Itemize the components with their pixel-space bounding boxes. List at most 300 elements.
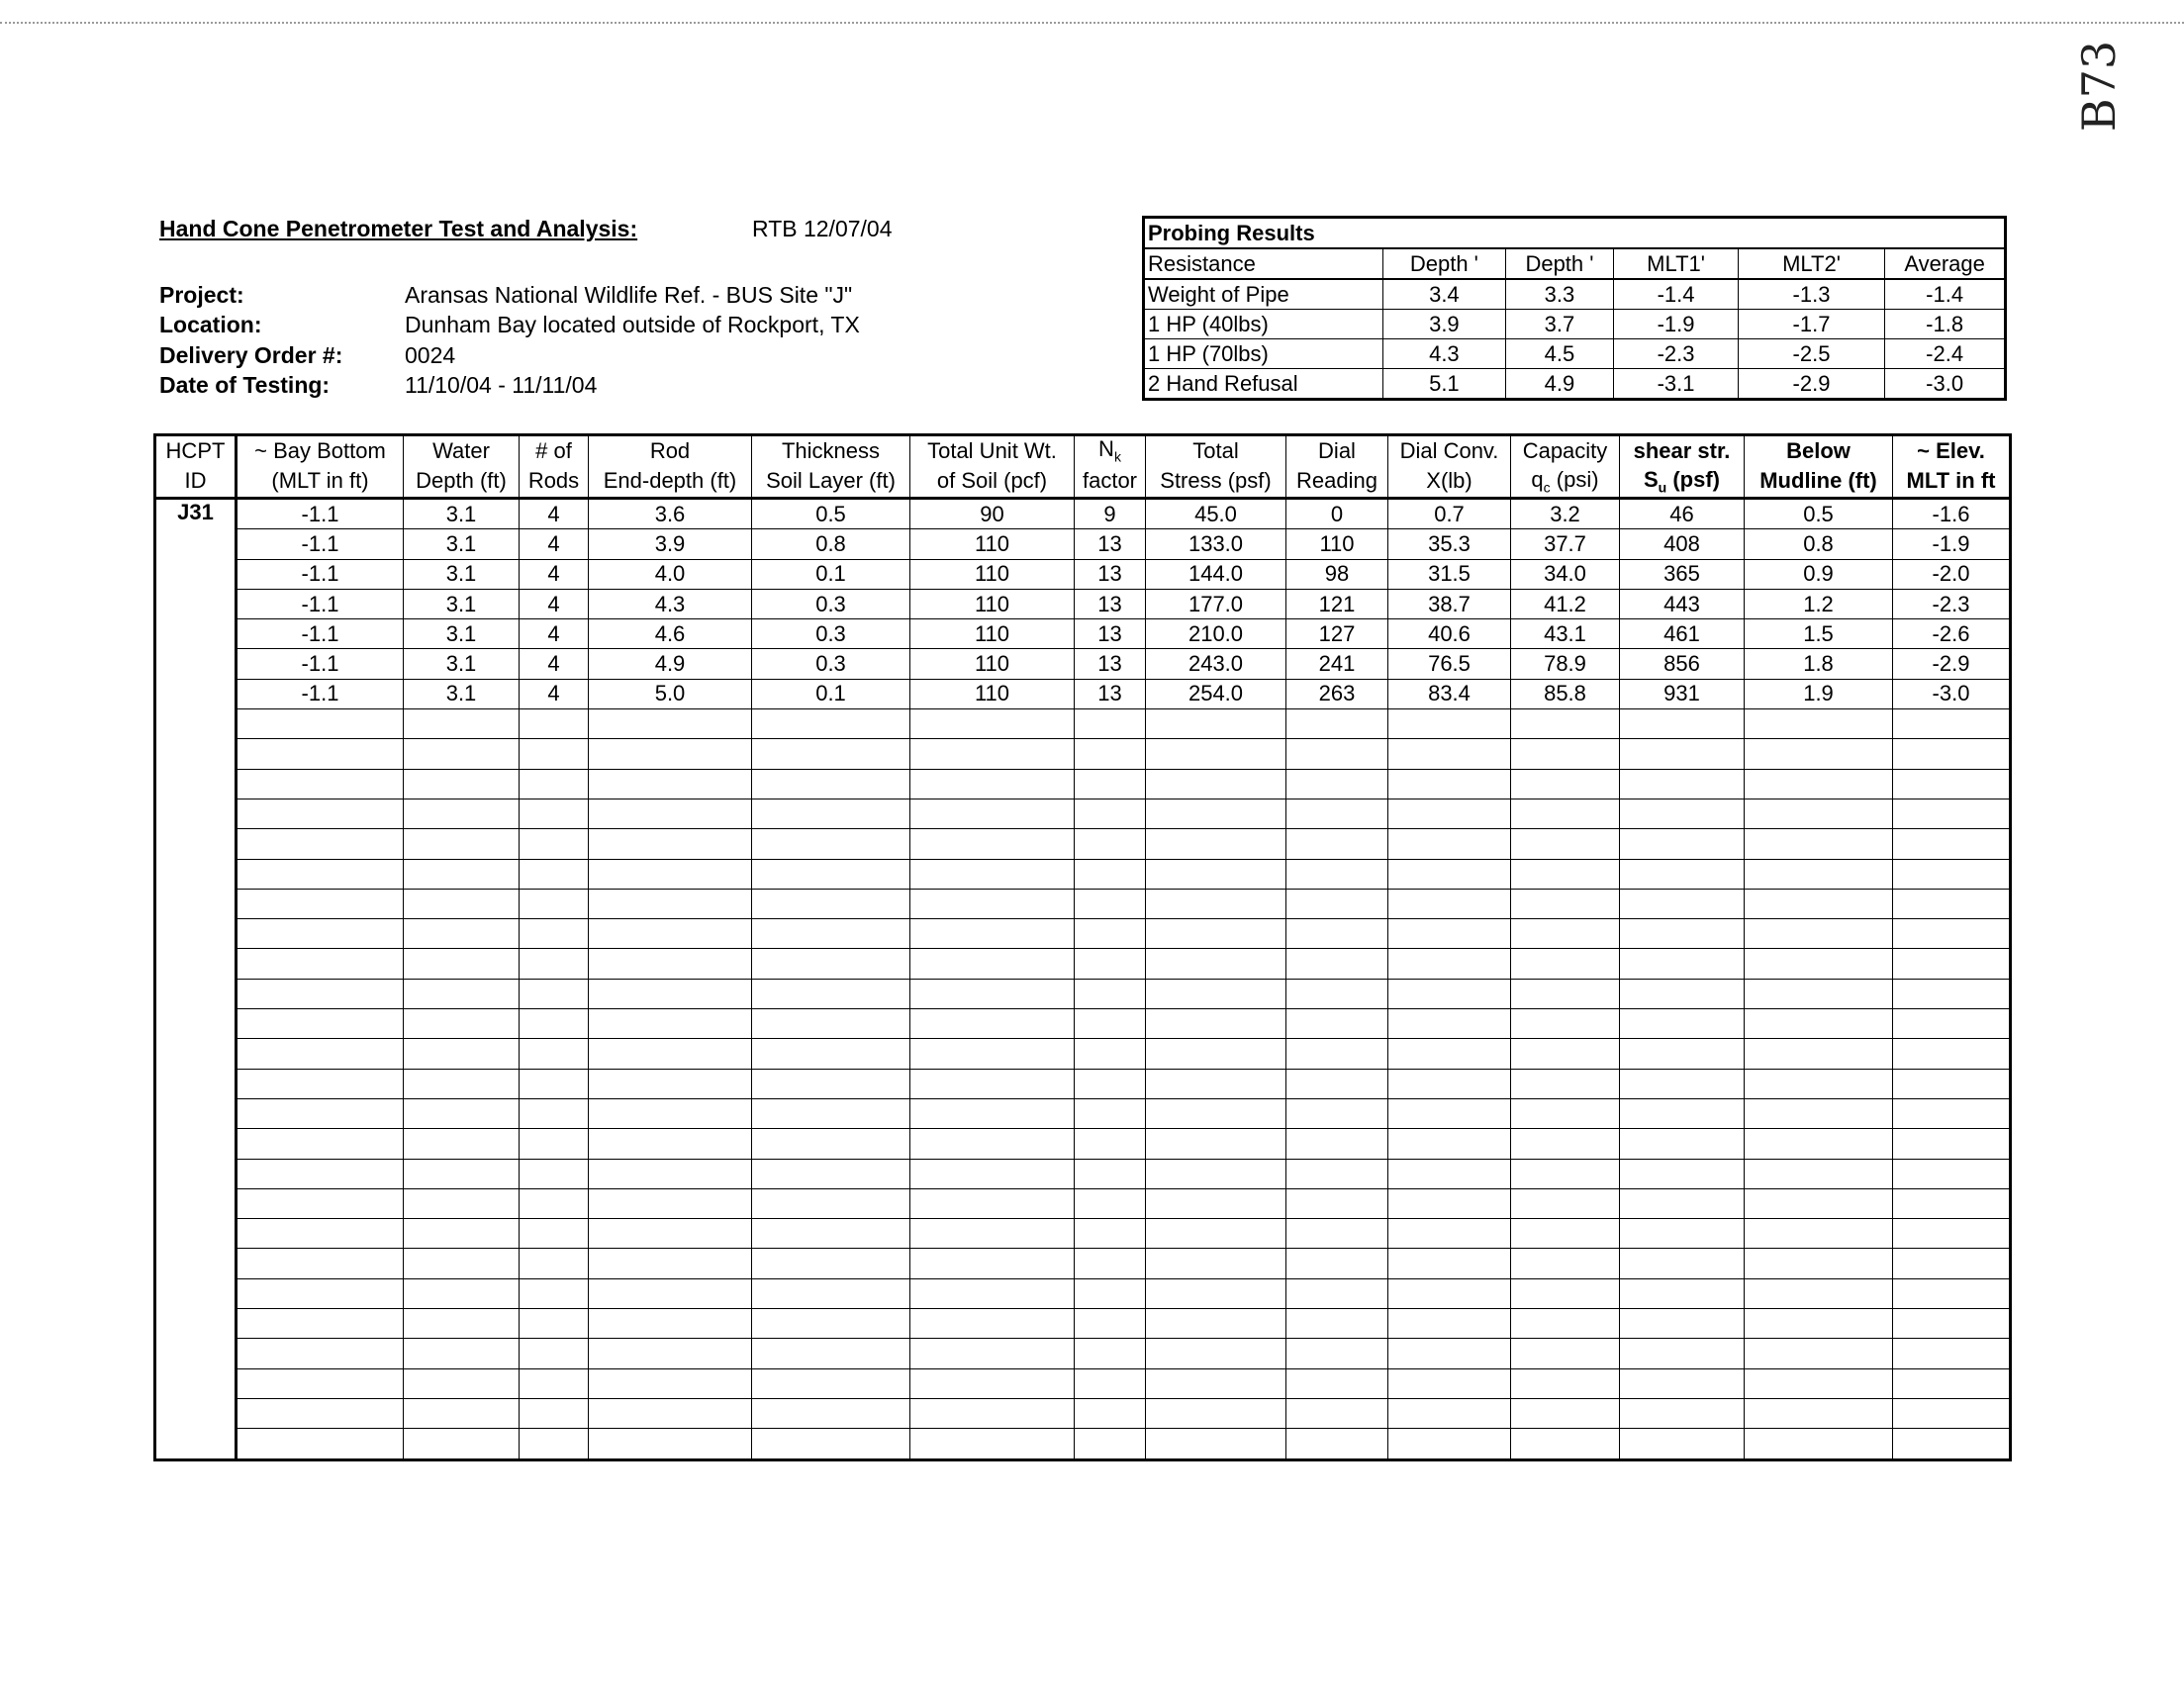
table-cell: 127 <box>1286 619 1388 649</box>
table-cell <box>1286 799 1388 828</box>
table-cell <box>589 1278 752 1308</box>
table-cell: 9 <box>1075 499 1146 529</box>
hcpt-id-empty-cell <box>155 1368 237 1398</box>
table-cell <box>1286 1219 1388 1249</box>
table-cell: 0.5 <box>752 499 910 529</box>
header-cell: Dial Conv. <box>1388 435 1511 466</box>
table-cell <box>237 1339 404 1368</box>
table-cell: 461 <box>1620 619 1745 649</box>
probing-row <box>1144 279 2006 310</box>
table-cell: -1.1 <box>237 679 404 708</box>
table-cell <box>1511 1129 1620 1159</box>
table-cell: 4.3 <box>589 589 752 618</box>
header-cell: (MLT in ft) <box>237 465 404 499</box>
hcpt-id-empty-cell <box>155 1159 237 1188</box>
table-row <box>155 1159 2011 1188</box>
table-cell: 37.7 <box>1511 529 1620 559</box>
table-cell: -1.1 <box>237 529 404 559</box>
header-qc-unit: (psi) <box>1556 466 1599 492</box>
table-cell: -1.6 <box>1893 499 2011 529</box>
table-cell <box>752 949 910 979</box>
table-cell <box>1388 979 1511 1008</box>
table-cell: 0.3 <box>752 649 910 679</box>
table-cell <box>1745 1309 1893 1339</box>
table-cell <box>1075 829 1146 859</box>
table-cell <box>520 1429 589 1459</box>
table-cell <box>520 859 589 889</box>
table-cell <box>1286 1188 1388 1218</box>
header-cell: Stress (psf) <box>1146 465 1286 499</box>
table-cell: 98 <box>1286 559 1388 589</box>
table-header-row-1 <box>155 435 2011 466</box>
table-cell <box>910 1098 1075 1128</box>
table-cell <box>1388 889 1511 918</box>
table-row <box>155 949 2011 979</box>
hcpt-id-empty-cell <box>155 949 237 979</box>
table-cell <box>752 1339 910 1368</box>
table-cell <box>520 739 589 769</box>
table-cell: 3.1 <box>404 559 520 589</box>
table-cell <box>1286 1398 1388 1428</box>
table-cell <box>1511 829 1620 859</box>
table-cell <box>520 1188 589 1218</box>
table-row <box>155 1249 2011 1278</box>
table-cell <box>1146 919 1286 949</box>
table-cell <box>1620 1129 1745 1159</box>
header-su-prefix: S <box>1643 466 1659 492</box>
table-cell <box>404 1309 520 1339</box>
hcpt-id-empty-cell <box>155 1039 237 1069</box>
table-cell: -1.9 <box>1893 529 2011 559</box>
table-cell <box>910 1249 1075 1278</box>
table-cell: 0.1 <box>752 559 910 589</box>
table-cell <box>1075 739 1146 769</box>
table-cell <box>1893 1098 2011 1128</box>
table-cell <box>1286 1098 1388 1128</box>
table-cell <box>520 919 589 949</box>
table-cell: 263 <box>1286 679 1388 708</box>
table-cell: 3.6 <box>589 499 752 529</box>
table-cell <box>1893 919 2011 949</box>
hcpt-id-empty-cell <box>155 1339 237 1368</box>
table-cell <box>237 1368 404 1398</box>
table-cell: 110 <box>910 619 1075 649</box>
probing-title-row <box>1144 218 2006 249</box>
table-cell: -2.9 <box>1893 649 2011 679</box>
table-cell <box>520 1339 589 1368</box>
hcpt-table-body <box>155 499 2011 1460</box>
table-cell <box>910 799 1075 828</box>
hcpt-id-empty-cell <box>155 1219 237 1249</box>
table-cell <box>910 1129 1075 1159</box>
table-cell <box>1745 1398 1893 1428</box>
table-cell <box>1286 919 1388 949</box>
table-cell <box>589 829 752 859</box>
hcpt-data-table <box>153 433 2012 1461</box>
table-cell <box>1893 799 2011 828</box>
table-cell <box>589 1129 752 1159</box>
table-cell <box>1745 919 1893 949</box>
table-cell: 1.8 <box>1745 649 1893 679</box>
table-cell <box>752 1039 910 1069</box>
table-cell: 3.1 <box>404 529 520 559</box>
probing-row <box>1144 339 2006 369</box>
table-cell <box>1388 1309 1511 1339</box>
table-cell <box>589 1188 752 1218</box>
table-cell <box>752 1429 910 1459</box>
header-qc-sub: c <box>1543 479 1551 496</box>
table-cell <box>1286 1159 1388 1188</box>
table-cell <box>910 1309 1075 1339</box>
table-cell: -2.6 <box>1893 619 2011 649</box>
table-cell: 34.0 <box>1511 559 1620 589</box>
table-cell: 0 <box>1286 499 1388 529</box>
table-cell <box>589 949 752 979</box>
table-cell <box>910 739 1075 769</box>
table-cell <box>237 919 404 949</box>
table-cell <box>1286 1069 1388 1098</box>
table-cell: 85.8 <box>1511 679 1620 708</box>
table-cell <box>1620 1188 1745 1218</box>
probing-cell: -1.3 <box>1738 279 1884 310</box>
table-cell: 13 <box>1075 559 1146 589</box>
table-cell <box>404 1278 520 1308</box>
table-cell: 4 <box>520 589 589 618</box>
header-cell: Reading <box>1286 465 1388 499</box>
table-header-row-2 <box>155 465 2011 499</box>
table-cell <box>1620 1098 1745 1128</box>
probing-cell: -3.0 <box>1885 369 2006 400</box>
table-cell <box>1893 709 2011 739</box>
table-cell <box>1745 709 1893 739</box>
table-row <box>155 559 2011 589</box>
table-cell <box>237 1249 404 1278</box>
table-cell: 3.1 <box>404 619 520 649</box>
table-cell: 243.0 <box>1146 649 1286 679</box>
table-cell <box>404 829 520 859</box>
table-cell <box>404 859 520 889</box>
scan-edge-line <box>0 22 2184 24</box>
table-cell <box>1893 829 2011 859</box>
table-cell <box>752 979 910 1008</box>
table-row <box>155 679 2011 708</box>
table-cell: 3.1 <box>404 649 520 679</box>
table-cell: 144.0 <box>1146 559 1286 589</box>
table-cell: 4 <box>520 529 589 559</box>
probing-cell: -2.3 <box>1614 339 1739 369</box>
table-cell <box>1620 949 1745 979</box>
table-cell <box>520 1249 589 1278</box>
handwritten-page-mark: B73 <box>2071 40 2126 133</box>
table-cell <box>237 1009 404 1039</box>
table-cell <box>1388 709 1511 739</box>
probing-header-row <box>1144 248 2006 279</box>
table-cell <box>1146 949 1286 979</box>
table-cell <box>589 709 752 739</box>
table-cell <box>1893 1039 2011 1069</box>
table-cell: 4 <box>520 649 589 679</box>
table-cell <box>1620 1368 1745 1398</box>
hcpt-id-empty-cell <box>155 1429 237 1459</box>
table-cell <box>1511 709 1620 739</box>
hcpt-id-cell: J31 <box>155 499 237 529</box>
project-info <box>159 280 860 401</box>
probing-cell: -1.9 <box>1614 310 1739 339</box>
table-cell <box>404 1188 520 1218</box>
header-cell-su <box>1620 465 1745 499</box>
table-cell <box>1893 1368 2011 1398</box>
header-cell: Soil Layer (ft) <box>752 465 910 499</box>
header-cell: factor <box>1075 465 1146 499</box>
hcpt-id-empty-cell <box>155 679 237 708</box>
table-cell: 0.1 <box>752 679 910 708</box>
table-cell: 133.0 <box>1146 529 1286 559</box>
table-cell <box>237 1429 404 1459</box>
table-cell <box>237 1219 404 1249</box>
probing-cell: 4.3 <box>1383 339 1506 369</box>
table-cell <box>1075 709 1146 739</box>
table-cell <box>1388 1339 1511 1368</box>
table-cell <box>520 829 589 859</box>
table-cell <box>1146 799 1286 828</box>
table-row <box>155 1188 2011 1218</box>
table-cell <box>1511 979 1620 1008</box>
table-cell: 110 <box>910 559 1075 589</box>
header-cell: ID <box>155 465 237 499</box>
table-cell <box>1146 1129 1286 1159</box>
table-row <box>155 1098 2011 1128</box>
table-cell <box>1893 1429 2011 1459</box>
table-cell <box>1620 1219 1745 1249</box>
probing-cell: -1.4 <box>1614 279 1739 310</box>
table-cell: -1.1 <box>237 499 404 529</box>
table-cell <box>1388 1069 1511 1098</box>
probing-cell: -2.9 <box>1738 369 1884 400</box>
table-cell <box>520 979 589 1008</box>
table-cell <box>1511 1159 1620 1188</box>
table-cell <box>589 769 752 799</box>
table-cell <box>520 1398 589 1428</box>
table-cell <box>1388 1278 1511 1308</box>
table-row <box>155 1339 2011 1368</box>
table-cell: 4 <box>520 499 589 529</box>
table-cell <box>1388 1249 1511 1278</box>
probing-cell: 3.7 <box>1505 310 1614 339</box>
table-cell <box>1620 1398 1745 1428</box>
table-cell <box>752 709 910 739</box>
table-cell <box>404 1039 520 1069</box>
table-cell <box>1286 979 1388 1008</box>
table-cell: 110 <box>1286 529 1388 559</box>
table-cell <box>237 1309 404 1339</box>
table-row <box>155 1368 2011 1398</box>
table-cell <box>1146 709 1286 739</box>
table-cell <box>237 1069 404 1098</box>
table-cell <box>1286 829 1388 859</box>
table-cell <box>520 1098 589 1128</box>
table-cell <box>1286 889 1388 918</box>
table-cell <box>910 1398 1075 1428</box>
table-cell <box>589 889 752 918</box>
table-cell <box>1893 1009 2011 1039</box>
table-cell <box>752 769 910 799</box>
table-cell: -1.1 <box>237 619 404 649</box>
probing-cell: -2.4 <box>1885 339 2006 369</box>
table-cell: 1.9 <box>1745 679 1893 708</box>
table-cell <box>1286 709 1388 739</box>
table-cell <box>752 1219 910 1249</box>
table-cell <box>237 769 404 799</box>
table-cell <box>1511 949 1620 979</box>
info-row-delivery-order <box>159 340 860 371</box>
table-cell <box>1745 1368 1893 1398</box>
table-cell <box>752 739 910 769</box>
table-cell <box>1620 739 1745 769</box>
table-cell <box>1620 979 1745 1008</box>
info-value: 0024 <box>405 341 456 368</box>
table-cell <box>1075 949 1146 979</box>
table-row <box>155 859 2011 889</box>
table-cell: 177.0 <box>1146 589 1286 618</box>
header-cell: Depth (ft) <box>404 465 520 499</box>
hcpt-id-empty-cell <box>155 799 237 828</box>
hcpt-id-empty-cell <box>155 1188 237 1218</box>
table-cell <box>1620 919 1745 949</box>
hcpt-id-empty-cell <box>155 739 237 769</box>
table-cell: 0.5 <box>1745 499 1893 529</box>
table-cell <box>1075 1368 1146 1398</box>
table-cell <box>1511 1368 1620 1398</box>
table-cell <box>910 1188 1075 1218</box>
header-cell: Below <box>1745 435 1893 466</box>
table-cell <box>910 1069 1075 1098</box>
table-cell <box>1388 1009 1511 1039</box>
table-cell <box>589 1249 752 1278</box>
table-cell <box>752 829 910 859</box>
table-cell <box>1893 1219 2011 1249</box>
table-cell: 13 <box>1075 649 1146 679</box>
table-cell <box>520 1009 589 1039</box>
table-cell: 0.8 <box>1745 529 1893 559</box>
table-cell <box>1075 1309 1146 1339</box>
header-cell: # of <box>520 435 589 466</box>
header-cell: HCPT <box>155 435 237 466</box>
table-cell <box>752 919 910 949</box>
header-su-sub: u <box>1658 479 1667 496</box>
header-cell-qc <box>1511 465 1620 499</box>
table-cell: 408 <box>1620 529 1745 559</box>
table-cell <box>910 1009 1075 1039</box>
header-cell: ~ Elev. <box>1893 435 2011 466</box>
table-cell: 76.5 <box>1388 649 1511 679</box>
table-row <box>155 589 2011 618</box>
table-cell <box>1388 739 1511 769</box>
probing-cell: 3.9 <box>1383 310 1506 339</box>
table-cell <box>1286 1039 1388 1069</box>
table-row <box>155 1309 2011 1339</box>
hcpt-id-empty-cell <box>155 769 237 799</box>
table-cell <box>404 1009 520 1039</box>
table-cell <box>237 949 404 979</box>
table-cell: 43.1 <box>1511 619 1620 649</box>
header-cell: ~ Bay Bottom <box>237 435 404 466</box>
table-cell: 78.9 <box>1511 649 1620 679</box>
table-cell <box>237 709 404 739</box>
hcpt-id-empty-cell <box>155 889 237 918</box>
table-row <box>155 1009 2011 1039</box>
header-cell: Rods <box>520 465 589 499</box>
table-cell: -1.1 <box>237 559 404 589</box>
header-cell: Rod <box>589 435 752 466</box>
table-cell: 4 <box>520 679 589 708</box>
table-cell <box>1286 1129 1388 1159</box>
table-cell <box>589 739 752 769</box>
table-cell: -3.0 <box>1893 679 2011 708</box>
table-cell <box>1286 949 1388 979</box>
table-cell <box>752 799 910 828</box>
table-cell <box>404 979 520 1008</box>
probing-cell: 4.9 <box>1505 369 1614 400</box>
table-cell <box>1511 1398 1620 1428</box>
table-cell <box>1745 1098 1893 1128</box>
hcpt-id-empty-cell <box>155 529 237 559</box>
table-cell <box>1620 799 1745 828</box>
table-cell: 1.2 <box>1745 589 1893 618</box>
table-cell <box>1146 1098 1286 1128</box>
info-row-date <box>159 371 860 402</box>
table-cell: -2.0 <box>1893 559 2011 589</box>
table-cell: 0.8 <box>752 529 910 559</box>
info-row-location <box>159 311 860 341</box>
table-row <box>155 1219 2011 1249</box>
hcpt-id-empty-cell <box>155 829 237 859</box>
table-cell: 4.6 <box>589 619 752 649</box>
probing-cell: -1.7 <box>1738 310 1884 339</box>
probing-cell: -1.4 <box>1885 279 2006 310</box>
table-cell <box>1745 1039 1893 1069</box>
table-cell <box>910 919 1075 949</box>
table-cell <box>404 1368 520 1398</box>
header-cell: Water <box>404 435 520 466</box>
table-cell <box>1745 739 1893 769</box>
probing-cell: 3.3 <box>1505 279 1614 310</box>
table-cell <box>404 1249 520 1278</box>
table-cell <box>237 1188 404 1218</box>
table-cell <box>752 1159 910 1188</box>
table-cell <box>1745 1069 1893 1098</box>
probing-cell: -1.8 <box>1885 310 2006 339</box>
table-cell <box>1893 739 2011 769</box>
table-cell <box>404 889 520 918</box>
table-cell <box>910 859 1075 889</box>
table-row <box>155 919 2011 949</box>
table-cell <box>1146 1219 1286 1249</box>
table-cell <box>1388 949 1511 979</box>
table-cell <box>752 1398 910 1428</box>
table-cell <box>404 1129 520 1159</box>
table-cell <box>520 1039 589 1069</box>
header-cell: Total Unit Wt. <box>910 435 1075 466</box>
table-cell <box>1146 1429 1286 1459</box>
table-cell <box>1388 1039 1511 1069</box>
table-cell <box>752 1309 910 1339</box>
probing-header-cell: Depth ' <box>1505 248 1614 279</box>
table-cell <box>404 1159 520 1188</box>
table-cell <box>237 1039 404 1069</box>
table-cell <box>910 769 1075 799</box>
table-cell <box>1511 919 1620 949</box>
table-cell <box>1745 1219 1893 1249</box>
